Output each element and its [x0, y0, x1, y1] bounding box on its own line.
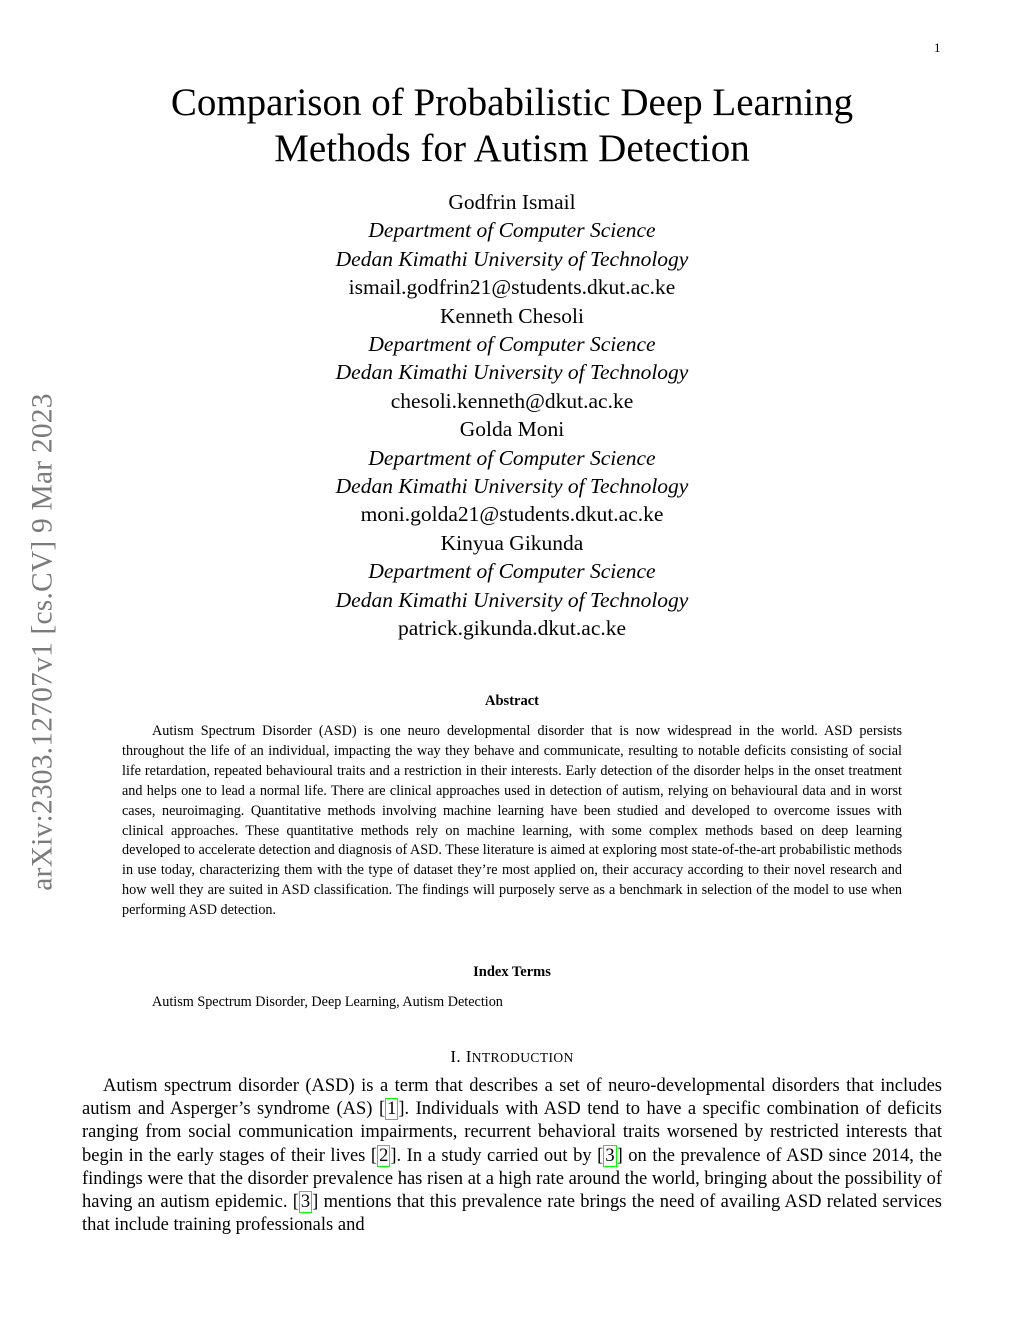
title-line-1: Comparison of Probabilistic Deep Learning — [170, 81, 854, 124]
introduction-paragraph — [82, 1075, 942, 1237]
author-email: ismail.godfrin21@students.dkut.ac.ke — [348, 275, 676, 300]
abstract-text: Autism Spectrum Disorder (ASD) is one neuro developmental disorder that is now widespread in the world. ASD persists throughout the life of an individual, impacting the way they behave and communicate, resulting to notable deficits consisting of social life retardation, repeated behavioural traits and a restriction in their interests. Early detection of the disorder helps in the onset treatment and helps one to lead a normal life. There are clinical approaches used in detection of autism, relying on behavioural data and in worst cases, neuroimaging. Quantitative methods involving machine learning have been studied and developed to overcome issues with clinical approaches. These quantitative methods rely on machine learning, with some complex methods based on deep learning developed to accelerate detection and diagnosis of ASD. These literature is aimed at exploring most state-of-the-art probabilistic methods in use today, characterizing them with the type of dataset they’re most applied on, their accuracy according to their novel research and how well they are suited in ASD classification. The findings will purposely serve as a benchmark in selection of the model to use when performing ASD detection. — [122, 723, 902, 919]
section-numeral: I. I — [450, 1047, 472, 1066]
author-university: Dedan Kimathi University of Technology — [335, 587, 689, 612]
intro-text: ]. In a study carried out by [ — [390, 1145, 604, 1166]
author-name: Golda Moni — [459, 417, 565, 442]
intro-text: Autism spectrum disorder (ASD) is a term that describes a set of neuro-developmental disorders that includes autism and Asperger’s syndrome (AS) [ — [82, 1076, 942, 1120]
author-name: Godfrin Ismail — [448, 190, 576, 214]
author-name: Kinyua Gikunda — [440, 530, 584, 555]
author-email: patrick.gikunda.dkut.ac.ke — [397, 616, 627, 641]
citation-link[interactable]: 2 — [379, 1145, 389, 1166]
page-number: 1 — [934, 40, 941, 55]
author-university: Dedan Kimathi University of Technology — [335, 360, 689, 385]
title-line-2: Methods for Autism Detection — [274, 127, 750, 170]
author-department: Department of Computer Science — [368, 218, 656, 243]
section-heading-introduction — [100, 1047, 924, 1067]
author-university: Dedan Kimathi University of Technology — [335, 474, 689, 499]
author-name: Kenneth Chesoli — [440, 303, 584, 328]
index-terms-text: Autism Spectrum Disorder, Deep Learning, Autism Detection — [152, 994, 503, 1010]
intro-text: ] on the prevalence of ASD since 2014, the findings were that the disorder prevalence has risen at a high rate around the world, bringing about the possibility of having an autism epidemic. [ — [82, 1145, 942, 1213]
intro-text: ]. Individuals with ASD tend to have a specific combination of deficits ranging from social communication impairments, recurrent behavioral traits worsened by restricted interests that begin in the early stages of their lives [ — [82, 1099, 942, 1166]
paper-title — [100, 80, 924, 172]
author-department: Department of Computer Science — [368, 559, 656, 584]
author-department: Department of Computer Science — [368, 445, 656, 470]
intro-text: ] mentions that this prevalence rate brings the need of availing ASD related services that include training professionals and — [82, 1192, 942, 1236]
section-title-smallcaps: NTRODUCTION — [471, 1050, 574, 1065]
author-list — [100, 188, 924, 643]
author-university: Dedan Kimathi University of Technology — [335, 246, 689, 271]
citation-link[interactable]: 3 — [300, 1192, 311, 1213]
index-terms-heading: Index Terms — [473, 964, 551, 980]
citation-link[interactable]: 3 — [605, 1145, 615, 1166]
author-email: moni.golda21@students.dkut.ac.ke — [360, 502, 664, 527]
abstract-heading: Abstract — [485, 693, 539, 709]
author-department: Department of Computer Science — [368, 332, 656, 357]
arxiv-identifier-stamp: arXiv:2303.12707v1 [cs.CV] 9 Mar 2023 — [26, 393, 59, 891]
citation-link[interactable]: 1 — [387, 1099, 397, 1120]
author-email: chesoli.kenneth@dkut.ac.ke — [390, 388, 634, 413]
